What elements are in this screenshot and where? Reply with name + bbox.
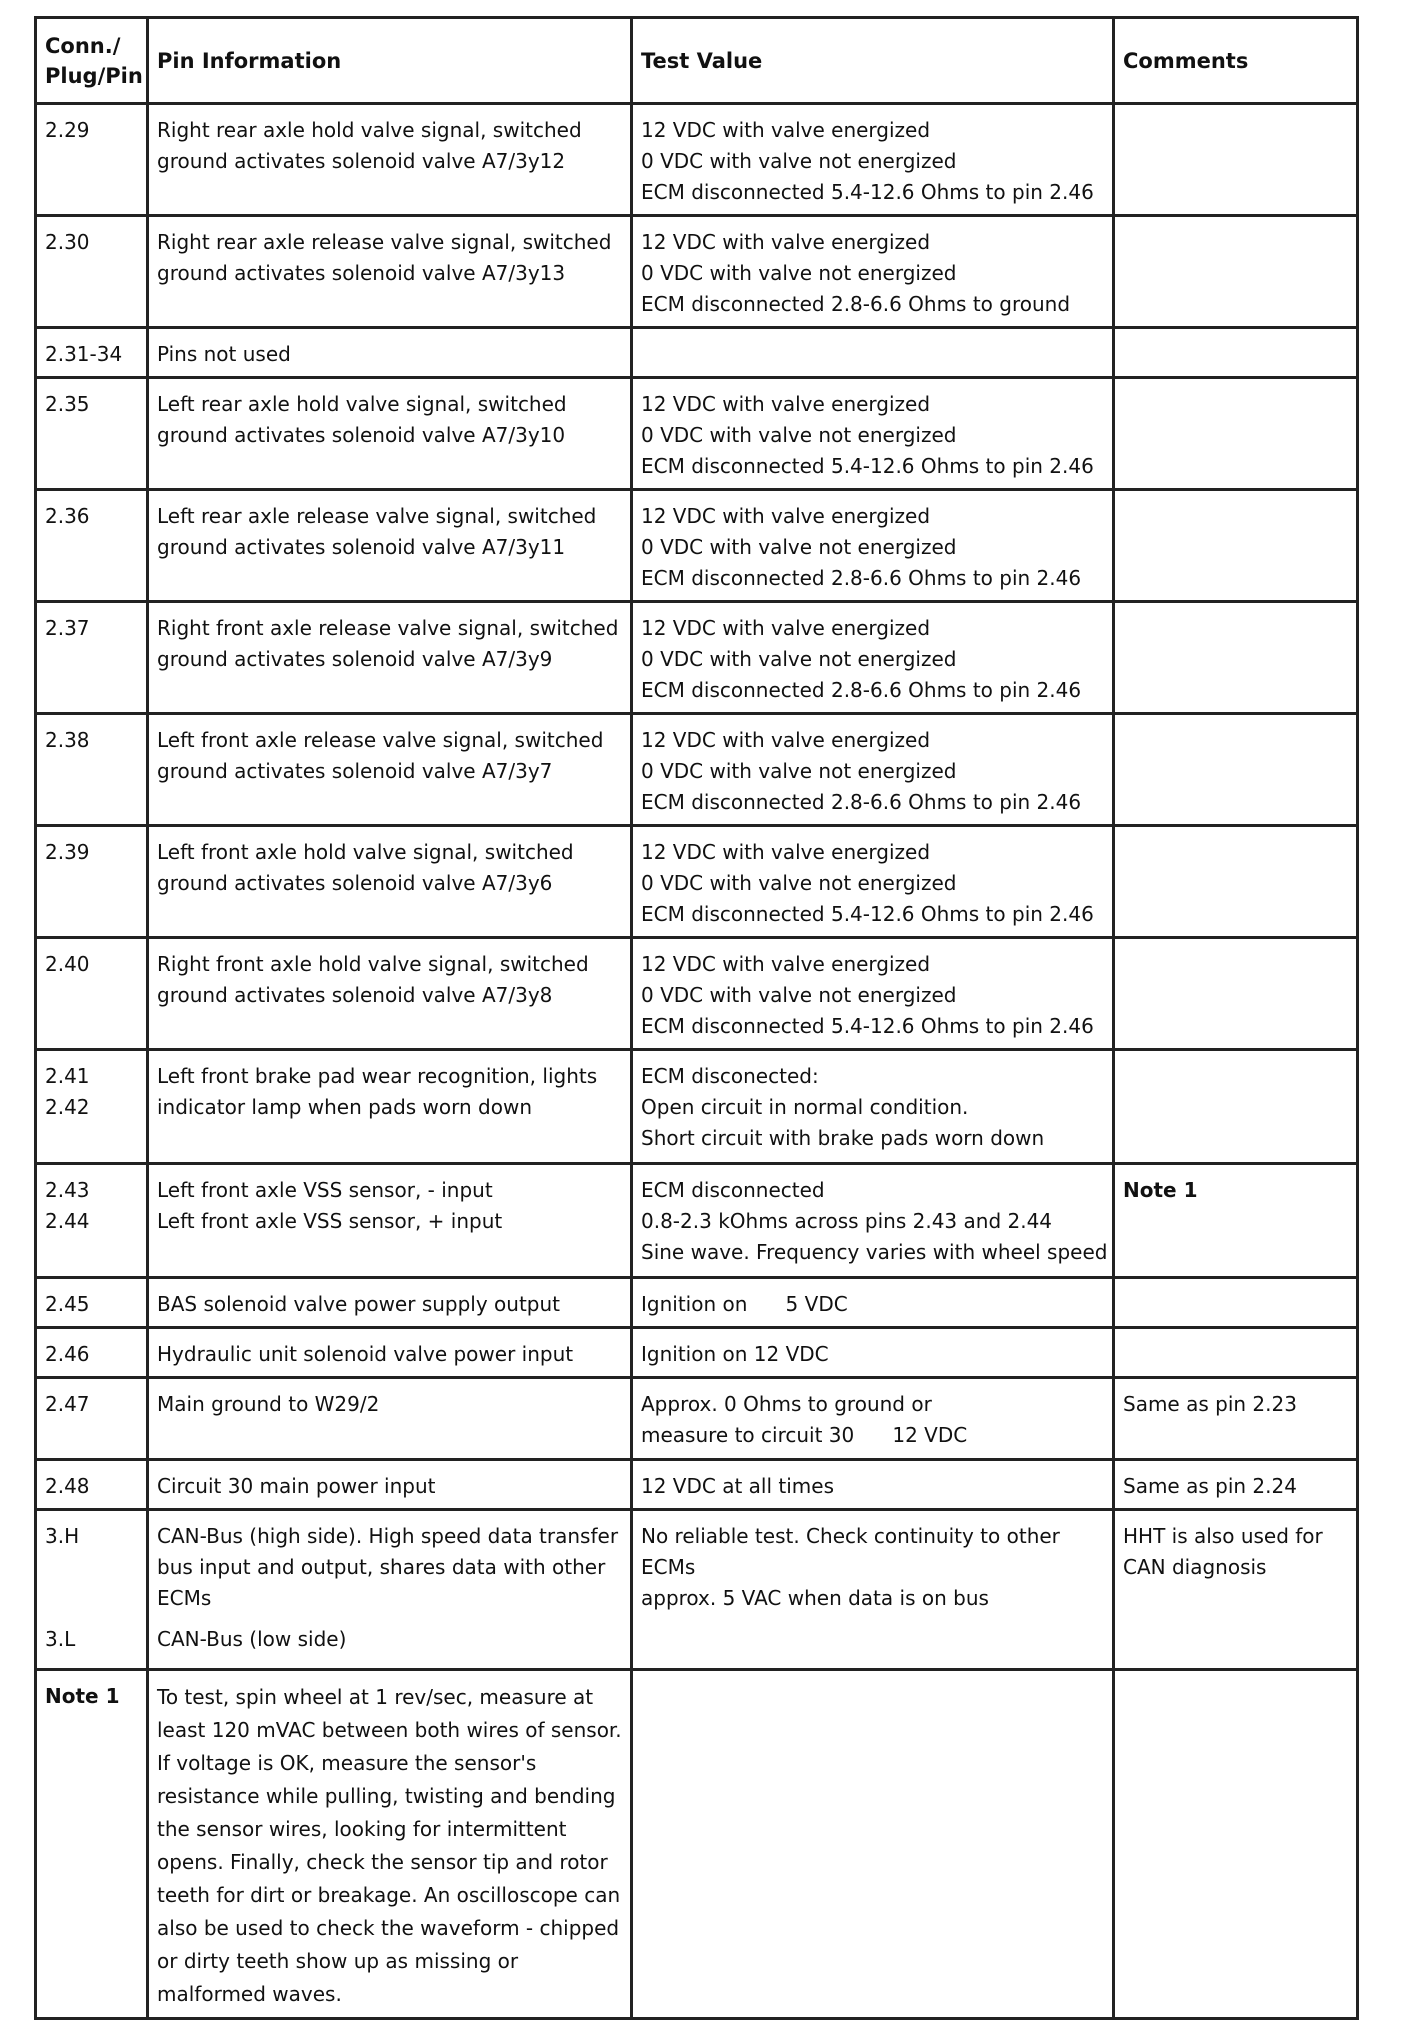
pin-number: 2.38 bbox=[45, 728, 90, 752]
pin-information-line: Circuit 30 main power input bbox=[157, 1474, 436, 1498]
spacer bbox=[45, 1552, 138, 1583]
header-row bbox=[36, 18, 1358, 104]
comment-text: Same as pin 2.23 bbox=[1123, 1392, 1297, 1416]
spacer bbox=[45, 1614, 138, 1624]
test-value-line: ECM disconnected 5.4-12.6 Ohms to pin 2.46 bbox=[641, 1014, 1094, 1038]
pin-number: 2.30 bbox=[45, 230, 90, 254]
test-value-cell bbox=[632, 1164, 1114, 1278]
pin-information-line: Right front axle release valve signal, switched bbox=[157, 616, 619, 640]
pin-number: 2.35 bbox=[45, 392, 90, 416]
test-value-line: 12 VDC with valve energized bbox=[641, 728, 931, 752]
comments-cell bbox=[1114, 602, 1358, 714]
pin-number: 2.29 bbox=[45, 118, 90, 142]
header-conn-line2: Plug/Pin bbox=[45, 63, 143, 88]
test-value-line: Open circuit in normal condition. bbox=[641, 1095, 969, 1119]
pin-information-line: ground activates solenoid valve A7/3y13 bbox=[157, 261, 566, 285]
pin-number: 2.42 bbox=[45, 1095, 90, 1119]
pin-information-line: Left front axle hold valve signal, switched bbox=[157, 840, 574, 864]
header-conn-line1: Conn./ bbox=[45, 33, 121, 58]
table-row bbox=[36, 216, 1358, 328]
pin-information-cell bbox=[148, 1278, 632, 1328]
test-value-line: Short circuit with brake pads worn down bbox=[641, 1126, 1045, 1150]
pin-information-line: Left rear axle release valve signal, switched bbox=[157, 504, 597, 528]
pin-number: 2.44 bbox=[45, 1209, 90, 1233]
pin-cell bbox=[36, 602, 148, 714]
pin-cell bbox=[36, 826, 148, 938]
table-row bbox=[36, 104, 1358, 216]
comments-cell bbox=[1114, 1670, 1358, 2019]
test-value-cell bbox=[632, 938, 1114, 1050]
pin-information-cell bbox=[148, 826, 632, 938]
test-value-line: 12 VDC with valve energized bbox=[641, 504, 931, 528]
test-value-line: 12 VDC with valve energized bbox=[641, 616, 931, 640]
pin-information-line: ECMs bbox=[157, 1586, 212, 1610]
test-value-line: 0 VDC with valve not energized bbox=[641, 423, 957, 447]
test-value-line: Ignition on 12 VDC bbox=[641, 1342, 829, 1366]
pin-information-line: CAN-Bus (low side) bbox=[157, 1627, 347, 1651]
comments-cell bbox=[1114, 938, 1358, 1050]
comments-cell bbox=[1114, 1460, 1358, 1510]
table-row bbox=[36, 1050, 1358, 1164]
test-value-cell bbox=[632, 490, 1114, 602]
pin-information-line: Right rear axle release valve signal, switched bbox=[157, 230, 612, 254]
pin-cell bbox=[36, 1278, 148, 1328]
pin-cell bbox=[36, 1050, 148, 1164]
test-value-line: ECM disconnected 5.4-12.6 Ohms to pin 2.46 bbox=[641, 454, 1094, 478]
pin-information-cell bbox=[148, 1164, 632, 1278]
test-value-line: 0 VDC with valve not energized bbox=[641, 261, 957, 285]
table-row bbox=[36, 714, 1358, 826]
test-value-line: ECM disconnected 2.8-6.6 Ohms to ground bbox=[641, 292, 1071, 316]
table-row bbox=[36, 1460, 1358, 1510]
test-value-line: ECM disconnected bbox=[641, 1178, 825, 1202]
test-value-line: 0 VDC with valve not energized bbox=[641, 535, 957, 559]
pin-information-line: ground activates solenoid valve A7/3y8 bbox=[157, 983, 553, 1007]
comments-cell bbox=[1114, 1164, 1358, 1278]
test-value-line: 12 VDC with valve energized bbox=[641, 230, 931, 254]
table-body bbox=[36, 104, 1358, 2019]
pin-information-cell bbox=[148, 328, 632, 378]
pin-information-line: ground activates solenoid valve A7/3y9 bbox=[157, 647, 553, 671]
test-value-line: ECM disconnected 5.4-12.6 Ohms to pin 2.46 bbox=[641, 180, 1094, 204]
table-row bbox=[36, 1328, 1358, 1378]
test-value-line: ECM disconected: bbox=[641, 1064, 819, 1088]
pin-cell bbox=[36, 490, 148, 602]
note-label: Note 1 bbox=[45, 1684, 120, 1708]
comment-text: Note 1 bbox=[1123, 1178, 1198, 1202]
table-row bbox=[36, 378, 1358, 490]
pin-number: 2.46 bbox=[45, 1342, 90, 1366]
table-header bbox=[36, 18, 1358, 104]
test-value-line: Sine wave. Frequency varies with wheel speed bbox=[641, 1240, 1108, 1264]
pin-information-line: ground activates solenoid valve A7/3y10 bbox=[157, 423, 566, 447]
test-value-line: 0 VDC with valve not energized bbox=[641, 149, 957, 173]
pin-cell bbox=[36, 378, 148, 490]
test-value-line: 12 VDC with valve energized bbox=[641, 118, 931, 142]
comment-text: CAN diagnosis bbox=[1123, 1555, 1267, 1579]
pin-information-line: Right rear axle hold valve signal, switched bbox=[157, 118, 582, 142]
pin-information-cell bbox=[148, 1328, 632, 1378]
test-value-line: No reliable test. Check continuity to other bbox=[641, 1524, 1060, 1548]
pin-information-line: bus input and output, shares data with other bbox=[157, 1555, 606, 1579]
pin-cell bbox=[36, 1510, 148, 1670]
test-value-line: ECM disconnected 2.8-6.6 Ohms to pin 2.46 bbox=[641, 790, 1082, 814]
pin-information-line: ground activates solenoid valve A7/3y6 bbox=[157, 871, 553, 895]
test-value-cell bbox=[632, 1278, 1114, 1328]
note-label-cell bbox=[36, 1670, 148, 2019]
pin-cell bbox=[36, 714, 148, 826]
test-value-cell bbox=[632, 1510, 1114, 1670]
pin-number: 2.40 bbox=[45, 952, 90, 976]
test-value-cell bbox=[632, 1460, 1114, 1510]
comment-text: Same as pin 2.24 bbox=[1123, 1474, 1297, 1498]
test-value-cell bbox=[632, 714, 1114, 826]
table-row bbox=[36, 1164, 1358, 1278]
pin-number: 2.37 bbox=[45, 616, 90, 640]
table-row-note bbox=[36, 1670, 1358, 2019]
test-value-line: measure to circuit 30 12 VDC bbox=[641, 1423, 968, 1447]
pin-information-line: ground activates solenoid valve A7/3y12 bbox=[157, 149, 566, 173]
pin-number: 2.47 bbox=[45, 1392, 90, 1416]
pin-information-line: ground activates solenoid valve A7/3y11 bbox=[157, 535, 566, 559]
comments-cell bbox=[1114, 714, 1358, 826]
table-row bbox=[36, 1378, 1358, 1460]
comments-cell bbox=[1114, 216, 1358, 328]
comments-cell bbox=[1114, 378, 1358, 490]
pin-number: 2.41 bbox=[45, 1064, 90, 1088]
test-value-cell bbox=[632, 602, 1114, 714]
comments-cell bbox=[1114, 1050, 1358, 1164]
pin-information-line: Pins not used bbox=[157, 342, 291, 366]
comments-cell bbox=[1114, 1378, 1358, 1460]
table-row bbox=[36, 328, 1358, 378]
test-value-line: 0.8-2.3 kOhms across pins 2.43 and 2.44 bbox=[641, 1209, 1053, 1233]
pin-cell bbox=[36, 328, 148, 378]
table-row bbox=[36, 826, 1358, 938]
pin-information-line: CAN-Bus (high side). High speed data transfer bbox=[157, 1524, 619, 1548]
pin-information-line: Left rear axle hold valve signal, switched bbox=[157, 392, 567, 416]
test-value-cell bbox=[632, 826, 1114, 938]
note-text: To test, spin wheel at 1 rev/sec, measure at least 120 mVAC between both wires of sensor. If voltage is OK, measure the sensor's resistance while pulling, twisting and bending the sensor wires, looking for intermittent opens. Finally, check the sensor tip and rotor teeth for dirt or breakage. An oscilloscope can also be used to check the waveform - chipped or dirty teeth show up as missing or malformed waves. bbox=[157, 1685, 622, 2006]
pin-information-line: Left front axle VSS sensor, - input bbox=[157, 1178, 493, 1202]
spacer bbox=[157, 1614, 622, 1624]
pin-information-line: Left front axle VSS sensor, + input bbox=[157, 1209, 503, 1233]
pin-number: 2.36 bbox=[45, 504, 90, 528]
pin-cell bbox=[36, 216, 148, 328]
pin-information-cell bbox=[148, 490, 632, 602]
test-value-cell bbox=[632, 104, 1114, 216]
test-value-line: ECM disconnected 2.8-6.6 Ohms to pin 2.46 bbox=[641, 678, 1082, 702]
test-value-line: ECM disconnected 5.4-12.6 Ohms to pin 2.46 bbox=[641, 902, 1094, 926]
pin-cell bbox=[36, 1164, 148, 1278]
test-value-cell bbox=[632, 328, 1114, 378]
pin-information-line: Left front brake pad wear recognition, lights bbox=[157, 1064, 598, 1088]
comments-cell bbox=[1114, 1510, 1358, 1670]
test-value-line: 12 VDC with valve energized bbox=[641, 392, 931, 416]
pin-information-line: Right front axle hold valve signal, switched bbox=[157, 952, 589, 976]
pin-information-cell bbox=[148, 1510, 632, 1670]
pin-information-cell bbox=[148, 1460, 632, 1510]
pin-information-line: Hydraulic unit solenoid valve power input bbox=[157, 1342, 574, 1366]
pin-number: 2.39 bbox=[45, 840, 90, 864]
test-value-line: approx. 5 VAC when data is on bus bbox=[641, 1586, 989, 1610]
header-conn-plug-pin bbox=[36, 18, 148, 104]
pin-number: 3.H bbox=[45, 1524, 80, 1548]
pin-cell bbox=[36, 1460, 148, 1510]
table-row-can-bus bbox=[36, 1510, 1358, 1670]
test-value-cell bbox=[632, 216, 1114, 328]
test-value-line: Ignition on 5 VDC bbox=[641, 1292, 848, 1316]
spacer bbox=[45, 1583, 138, 1614]
test-value-cell bbox=[632, 1328, 1114, 1378]
pin-information-cell bbox=[148, 602, 632, 714]
pin-information-line: Left front axle release valve signal, switched bbox=[157, 728, 604, 752]
table-row bbox=[36, 602, 1358, 714]
pin-number: 2.48 bbox=[45, 1474, 90, 1498]
header-test-value: Test Value bbox=[632, 18, 1114, 104]
comments-cell bbox=[1114, 826, 1358, 938]
header-pin-information: Pin Information bbox=[148, 18, 632, 104]
pin-information-cell bbox=[148, 216, 632, 328]
test-value-cell bbox=[632, 1670, 1114, 2019]
comments-cell bbox=[1114, 1328, 1358, 1378]
test-value-cell bbox=[632, 1378, 1114, 1460]
comments-cell bbox=[1114, 1278, 1358, 1328]
pin-cell bbox=[36, 104, 148, 216]
pin-number: 2.45 bbox=[45, 1292, 90, 1316]
pin-information-cell bbox=[148, 714, 632, 826]
pin-number: 3.L bbox=[45, 1627, 76, 1651]
pin-cell bbox=[36, 1328, 148, 1378]
pin-information-line: ground activates solenoid valve A7/3y7 bbox=[157, 759, 553, 783]
pin-information-cell bbox=[148, 1378, 632, 1460]
test-value-line: 12 VDC with valve energized bbox=[641, 840, 931, 864]
test-value-line: 12 VDC at all times bbox=[641, 1474, 834, 1498]
test-value-line: 12 VDC with valve energized bbox=[641, 952, 931, 976]
pin-cell bbox=[36, 938, 148, 1050]
test-value-line: 0 VDC with valve not energized bbox=[641, 983, 957, 1007]
table-row bbox=[36, 1278, 1358, 1328]
test-value-line: ECMs bbox=[641, 1555, 696, 1579]
test-value-line: 0 VDC with valve not energized bbox=[641, 759, 957, 783]
test-value-line: 0 VDC with valve not energized bbox=[641, 871, 957, 895]
pin-information-cell bbox=[148, 1050, 632, 1164]
comments-cell bbox=[1114, 104, 1358, 216]
pin-number: 2.43 bbox=[45, 1178, 90, 1202]
pin-information-table bbox=[34, 16, 1359, 2020]
test-value-cell bbox=[632, 378, 1114, 490]
pin-number: 2.31-34 bbox=[45, 342, 123, 366]
test-value-cell bbox=[632, 1050, 1114, 1164]
test-value-line: 0 VDC with valve not energized bbox=[641, 647, 957, 671]
pin-information-cell bbox=[148, 378, 632, 490]
pin-information-line: BAS solenoid valve power supply output bbox=[157, 1292, 561, 1316]
note-text-cell bbox=[148, 1670, 632, 2019]
test-value-line: ECM disconnected 2.8-6.6 Ohms to pin 2.46 bbox=[641, 566, 1082, 590]
table-row bbox=[36, 938, 1358, 1050]
pin-information-cell bbox=[148, 938, 632, 1050]
header-comments: Comments bbox=[1114, 18, 1358, 104]
comments-cell bbox=[1114, 490, 1358, 602]
comment-text: HHT is also used for bbox=[1123, 1524, 1323, 1548]
pin-information-cell bbox=[148, 104, 632, 216]
table-row bbox=[36, 490, 1358, 602]
pin-information-line: indicator lamp when pads worn down bbox=[157, 1095, 532, 1119]
pin-cell bbox=[36, 1378, 148, 1460]
pin-information-line: Main ground to W29/2 bbox=[157, 1392, 380, 1416]
test-value-line: Approx. 0 Ohms to ground or bbox=[641, 1392, 932, 1416]
comments-cell bbox=[1114, 328, 1358, 378]
